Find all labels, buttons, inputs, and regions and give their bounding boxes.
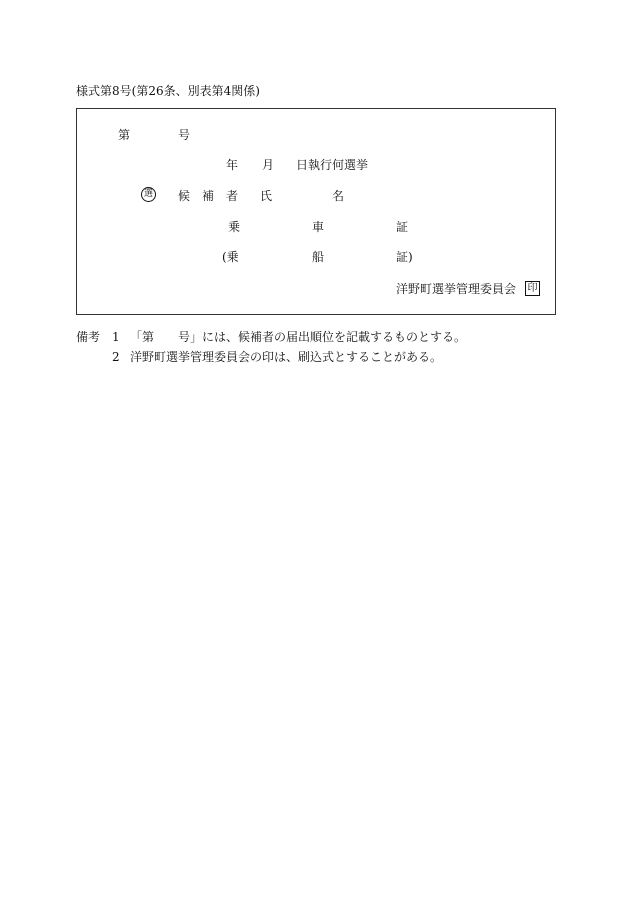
candidate-mei: 名: [332, 189, 345, 203]
ride-jo: 乗: [228, 220, 241, 234]
boat-sen: 船: [312, 250, 325, 264]
candidate-sha: 者: [226, 189, 239, 203]
boat-sho: 証): [396, 250, 413, 264]
date-year: 年: [226, 158, 239, 172]
boat-jo: (乗: [222, 250, 239, 264]
candidate-ho: 補: [202, 189, 215, 203]
date-day-election: 日執行何選挙: [296, 158, 369, 172]
note-2-number: 2: [112, 350, 120, 364]
number-go: 号: [178, 128, 191, 142]
issuer-name: 洋野町選挙管理委員会: [396, 282, 517, 296]
candidate-shi: 氏: [260, 189, 273, 203]
number-dai: 第: [118, 128, 131, 142]
candidate-ko: 候: [178, 189, 191, 203]
note-1-number: 1: [112, 330, 120, 344]
date-month: 月: [262, 158, 275, 172]
form-title: 様式第8号(第26条、別表第4関係): [76, 84, 260, 98]
ride-sho: 証: [396, 220, 409, 234]
ride-sha: 車: [312, 220, 325, 234]
sen-circled-seal: 選: [141, 187, 156, 202]
seal-box: 印: [525, 281, 540, 296]
note-1-text: 「第 号」には、候補者の届出順位を記載するものとする。: [130, 330, 467, 344]
notes-label: 備考: [76, 330, 101, 344]
note-2-text: 洋野町選挙管理委員会の印は、刷込式とすることがある。: [130, 350, 443, 364]
